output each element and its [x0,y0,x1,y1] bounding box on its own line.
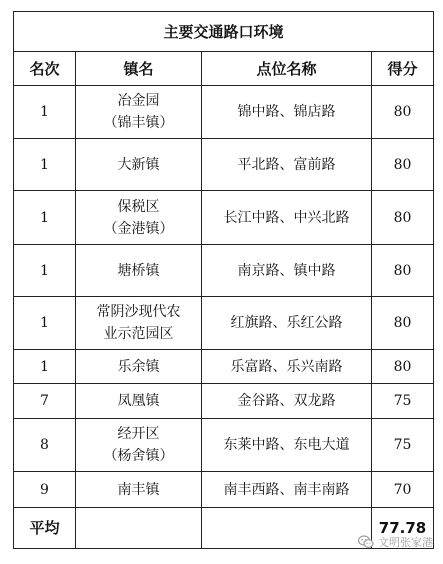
header-location: 点位名称 [202,52,372,86]
table-row [14,350,434,384]
table-row [14,245,434,297]
header-town: 镇名 [76,52,202,86]
rank-cell: 1 [14,139,76,191]
town-subname: （金港镇） [103,220,174,237]
score-cell: 70 [372,472,434,508]
score-cell: 80 [372,191,434,245]
town-name: 保税区 [117,198,160,215]
table-row [14,191,434,245]
score-cell: 75 [372,384,434,419]
town-name: 南丰镇 [117,481,160,498]
score-cell: 80 [372,350,434,384]
town-name: 常阴沙现代农 [96,304,181,320]
rank-cell: 7 [14,384,76,419]
watermark-text: 文明张家港 [378,536,433,549]
town-name: 凤凰镇 [117,393,160,409]
town-cell [76,384,202,419]
location-cell: 金谷路、双龙路 [202,384,372,419]
location-cell: 东莱中路、东电大道 [202,419,372,472]
average-value: 77.78 [372,508,434,549]
average-label: 平均 [14,508,76,549]
town-name: 大新镇 [117,156,160,173]
table-row [14,419,434,472]
wechat-icon [358,535,374,549]
table-title: 主要交通路口环境 [14,12,434,52]
table-row [14,139,434,191]
score-cell: 75 [372,419,434,472]
town-cell [76,245,202,297]
town-cell [76,86,202,139]
score-cell: 80 [372,139,434,191]
town-cell [76,472,202,508]
location-cell: 平北路、富前路 [202,139,372,191]
rank-cell: 9 [14,472,76,508]
table-row [14,86,434,139]
town-subname: 业示范园区 [103,326,174,342]
location-cell: 长江中路、中兴北路 [202,191,372,245]
rank-cell: 8 [14,419,76,472]
location-cell: 南京路、镇中路 [202,245,372,297]
watermark [358,534,433,550]
town-cell [76,139,202,191]
town-name: 乐余镇 [117,358,160,375]
town-cell [76,350,202,384]
table-row [14,384,434,419]
table-header-row [14,52,434,86]
score-cell: 80 [372,245,434,297]
location-cell: 乐富路、乐兴南路 [202,350,372,384]
town-cell [76,297,202,350]
rank-cell: 1 [14,191,76,245]
rank-cell: 1 [14,245,76,297]
town-subname: （锦丰镇） [103,115,174,131]
town-cell [76,191,202,245]
header-rank: 名次 [14,52,76,86]
location-cell: 锦中路、锦店路 [202,86,372,139]
location-cell: 红旗路、乐红公路 [202,297,372,350]
town-cell [76,419,202,472]
average-empty-cell [202,508,372,549]
town-name: 经开区 [117,426,160,442]
town-name: 冶金园 [117,93,160,109]
traffic-intersection-score-table [13,11,434,549]
rank-cell: 1 [14,350,76,384]
score-cell: 80 [372,297,434,350]
average-empty-cell [76,508,202,549]
table-row [14,472,434,508]
table-row [14,297,434,350]
table-title-row [14,12,434,52]
town-subname: （杨舍镇） [103,448,174,464]
location-cell: 南丰西路、南丰南路 [202,472,372,508]
rank-cell: 1 [14,297,76,350]
rank-cell: 1 [14,86,76,139]
header-score: 得分 [372,52,434,86]
score-cell: 80 [372,86,434,139]
town-name: 塘桥镇 [117,262,160,279]
